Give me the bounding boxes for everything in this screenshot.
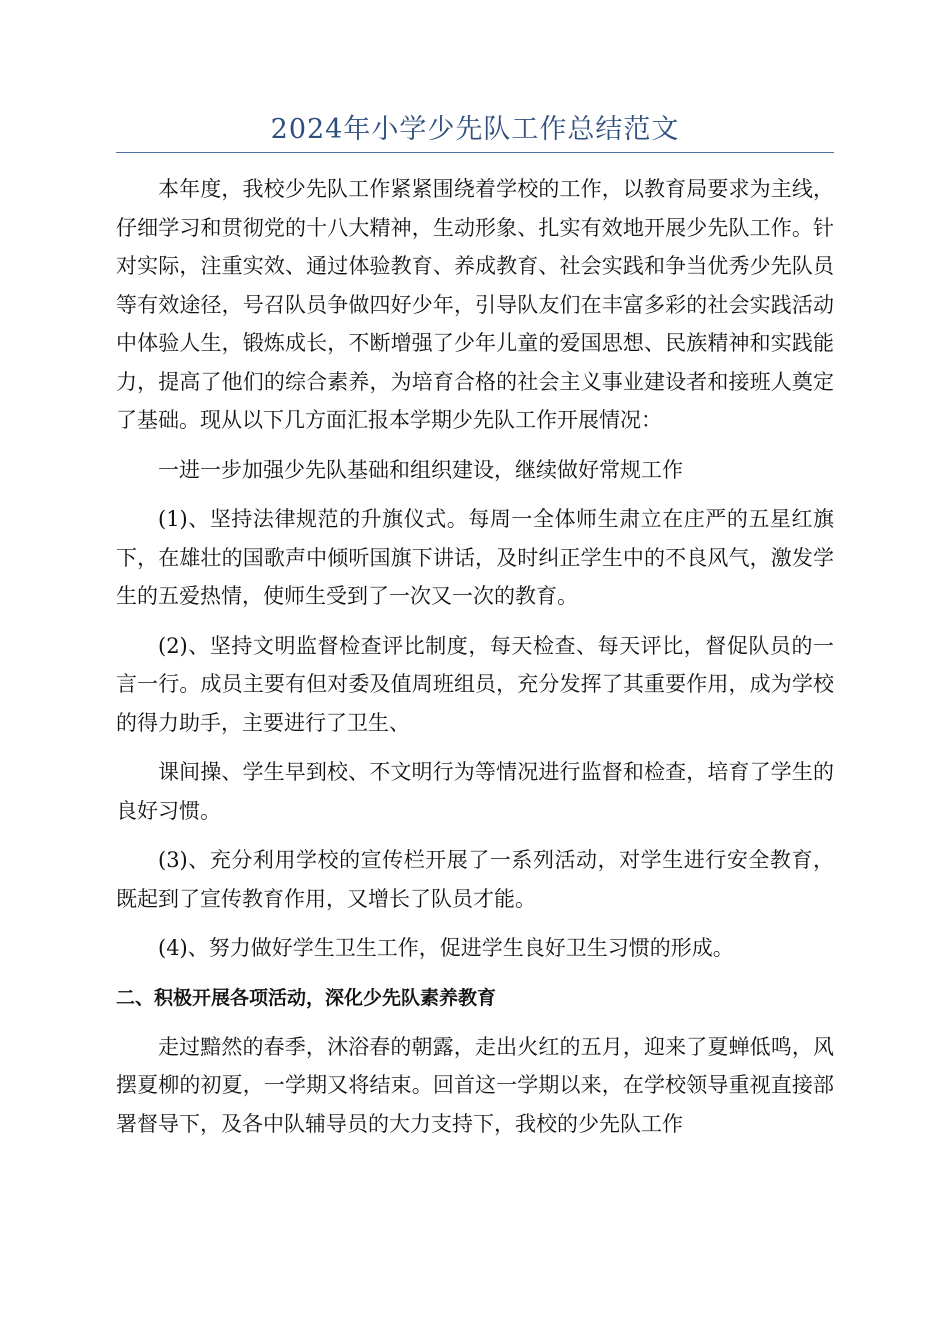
document-page	[116, 110, 834, 1154]
intro-paragraph: 本年度，我校少先队工作紧紧围绕着学校的工作，以教育局要求为主线，仔细学习和贯彻党的十八大精神，生动形象、扎实有效地开展少先队工作。针对实际，注重实效、通过体验教育、养成教育、社会实践和争当优秀少先队员等有效途径，号召队员争做四好少年，引导队友们在丰富多彩的社会实践活动中体验人生，锻炼成长，不断增强了少年儿童的爱国思想、民族精神和实践能力，提高了他们的综合素养，为培育合格的社会主义事业建设者和接班人奠定了基础。现从以下几方面汇报本学期少先队工作开展情况：	[116, 177, 834, 432]
item-1-paragraph: (1)、坚持法律规范的升旗仪式。每周一全体师生肃立在庄严的五星红旗下，在雄壮的国歌声中倾听国旗下讲话，及时纠正学生中的不良风气，激发学生的五爱热情，使师生受到了一次又一次的教育。	[116, 507, 834, 608]
item-4-paragraph: (4)、努力做好学生卫生工作，促进学生良好卫生习惯的形成。	[158, 936, 734, 960]
item-2-paragraph: (2)、坚持文明监督检查评比制度，每天检查、每天评比，督促队员的一言一行。成员主要有但对委及值周班组员，充分发挥了其重要作用，成为学校的得力助手，主要进行了卫生、	[116, 633, 834, 735]
section2-heading: 二、积极开展各项活动，深化少先队素养教育	[116, 986, 497, 1009]
section1-heading: 一进一步加强少先队基础和组织建设，继续做好常规工作	[158, 457, 683, 482]
section2-paragraph: 走过黯然的春季，沐浴春的朝露，走出火红的五月，迎来了夏蝉低鸣，风摆夏柳的初夏，一学期又将结束。回首这一学期以来，在学校领导重视直接部署督导下，及各中队辅导员的大力支持下，我校的少先队工作	[116, 1034, 834, 1136]
title-block	[116, 110, 834, 153]
document-title: 2024年小学少先队工作总结范文	[270, 114, 680, 145]
item-3-paragraph: (3)、充分利用学校的宣传栏开展了一系列活动，对学生进行安全教育，既起到了宣传教育作用，又增长了队员才能。	[116, 848, 834, 911]
item-2-continued-paragraph: 课间操、学生早到校、不文明行为等情况进行监督和检查，培育了学生的良好习惯。	[116, 760, 834, 823]
